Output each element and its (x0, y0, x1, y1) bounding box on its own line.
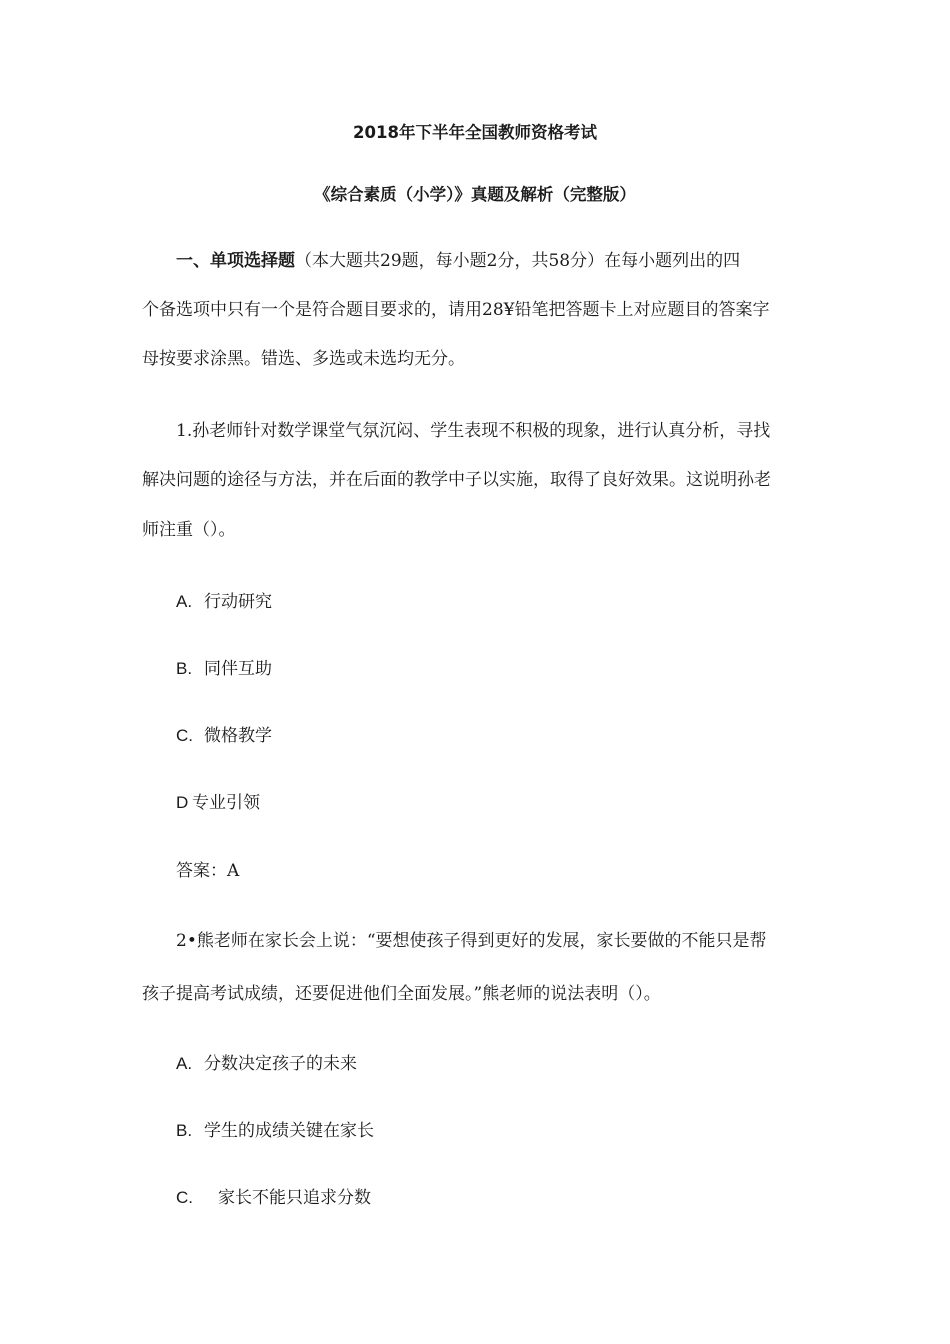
document-title: 2018年下半年全国教师资格考试 (353, 123, 597, 142)
section-heading: 一、单项选择题 (176, 251, 295, 271)
question-1-line-3: 师注重（）。 (142, 520, 236, 540)
document-subtitle: 《综合素质（小学）》真题及解析（完整版） (314, 185, 636, 204)
option-letter: A. (176, 592, 193, 611)
option-text: 分数决定孩子的未来 (204, 1054, 357, 1074)
option-text: 行动研究 (204, 592, 272, 612)
option-letter: D (176, 793, 189, 812)
section-intro-text: （本大题共29题，每小题2分，共58分）在每小题列出的四 (295, 251, 741, 271)
option-letter: B. (176, 1121, 193, 1140)
q1-option-d (176, 791, 260, 815)
q1-option-c (176, 724, 272, 748)
option-text: 家长不能只追求分数 (218, 1188, 371, 1208)
option-letter: C. (176, 1188, 193, 1207)
section-intro-line-3: 母按要求涂黑。错选、多选或未选均无分。 (142, 349, 465, 369)
q2-option-b (176, 1119, 374, 1143)
option-letter: B. (176, 659, 193, 678)
question-1-line-1: 1.孙老师针对数学课堂气氛沉闷、学生表现不积极的现象，进行认真分析，寻找 (176, 421, 771, 441)
option-letter: A. (176, 1054, 193, 1073)
q1-option-a (176, 590, 272, 614)
option-text: 微格教学 (204, 726, 272, 746)
q2-option-c (176, 1186, 371, 1210)
q2-option-a (176, 1052, 357, 1076)
option-text: 学生的成绩关键在家长 (204, 1121, 374, 1141)
question-2-line-2: 孩子提高考试成绩，还要促进他们全面发展。”熊老师的说法表明（）。 (142, 984, 661, 1004)
q1-option-b (176, 657, 272, 681)
option-letter: C. (176, 726, 193, 745)
section-intro-line-1 (176, 249, 740, 273)
section-intro-line-2: 个备选项中只有一个是符合题目要求的，请用28¥铅笔把答题卡上对应题目的答案字 (142, 300, 770, 320)
option-text: 同伴互助 (204, 659, 272, 679)
option-text: 专业引领 (192, 793, 260, 813)
question-2-line-1: 2•熊老师在家长会上说：“要想使孩子得到更好的发展，家长要做的不能只是帮 (176, 931, 767, 951)
q1-answer: 答案：A (176, 861, 240, 881)
question-1-line-2: 解决问题的途径与方法，并在后面的教学中子以实施，取得了良好效果。这说明孙老 (142, 470, 771, 490)
